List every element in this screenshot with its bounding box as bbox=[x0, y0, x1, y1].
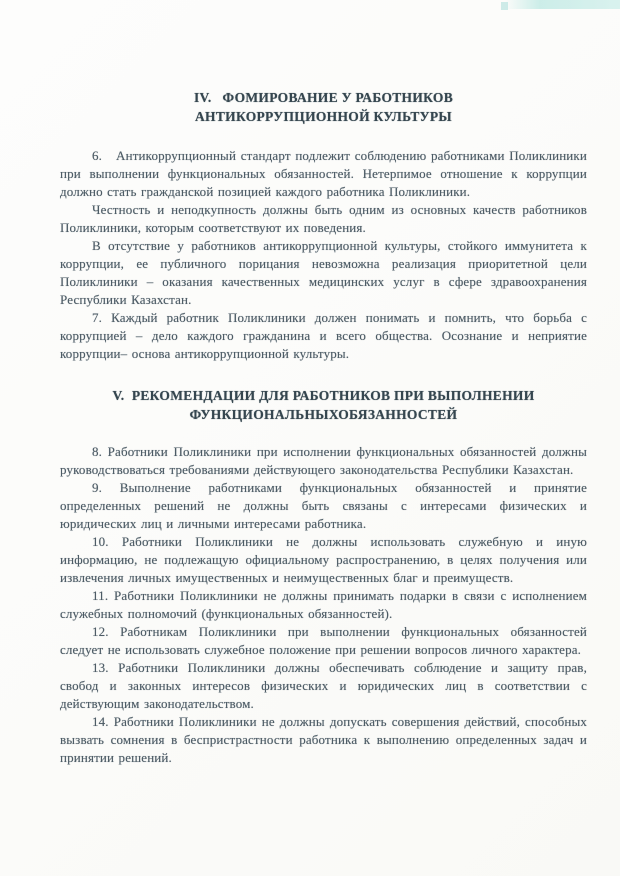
section-v-heading bbox=[60, 386, 587, 424]
paragraph-14: 14. Работники Поликлиники не должны допускать совершения действий, способных вызвать сомнения в беспристрастности работника к выполнению определенных задач и принятии решений. bbox=[60, 714, 587, 765]
section-iv-heading bbox=[60, 88, 587, 126]
scanner-artifact-streak bbox=[505, 0, 620, 9]
section-v-heading-line2: ФУНКЦИОНАЛЬНЫХОБЯЗАННОСТЕЙ bbox=[189, 407, 458, 422]
paragraph-honesty: Честность и неподкупность должны быть одним из основных качеств работников Поликлиники, которым соответствуют их поведения. bbox=[60, 202, 587, 235]
paragraph-10: 10. Работники Поликлиники не должны использовать служебную и иную информацию, не подлежащую официальному распространению, в целях получения или извлечения личных имущественных и неимущественных благ и преимуществ. bbox=[60, 534, 587, 585]
section-iv-heading-line2: АНТИКОРРУПЦИОННОЙ КУЛЬТУРЫ bbox=[195, 109, 452, 124]
text-column bbox=[60, 88, 587, 767]
section-iv-heading-line1: IV. ФОМИРОВАНИЕ У РАБОТНИКОВ bbox=[193, 90, 454, 105]
section-v-heading-line1: V. РЕКОМЕНДАЦИИ ДЛЯ РАБОТНИКОВ ПРИ ВЫПОЛНЕНИИ bbox=[112, 388, 535, 403]
paragraph-9: 9. Выполнение работниками функциональных обязанностей и принятие определенных решений не должны быть связаны с интересами физических и юридических лиц и личными интересами работника. bbox=[60, 480, 587, 531]
scanner-artifact-dot bbox=[501, 2, 508, 10]
paragraph-12: 12. Работникам Поликлиники при выполнении функциональных обязанностей следует не использовать служебное положение при решении вопросов личного характера. bbox=[60, 624, 587, 657]
paragraph-7: 7. Каждый работник Поликлиники должен понимать и помнить, что борьба с коррупцией – дело каждого гражданина и всего общества. Осознание и неприятие коррупции– основа антикоррупционной культуры. bbox=[60, 310, 587, 361]
paragraph-6: 6. Антикоррупционный стандарт подлежит соблюдению работниками Поликлиники при выполнении функциональных обязанностей. Нетерпимое отношение к коррупции должно стать гражданской позицией каждого работника Поликлиники. bbox=[60, 148, 587, 199]
paragraph-absence-culture: В отсутствие у работников антикоррупционной культуры, стойкого иммунитета к коррупции, ее публичного порицания невозможна реализация приоритетной цели Поликлиники – оказания качественных медицинских услуг в сфере здравоохранения Республики Казахстан. bbox=[60, 238, 587, 307]
paragraph-8: 8. Работники Поликлиники при исполнении функциональных обязанностей должны руководствоваться требованиями действующего законодательства Республики Казахстан. bbox=[60, 444, 587, 477]
paragraph-11: 11. Работники Поликлиники не должны принимать подарки в связи с исполнением служебных полномочий (функциональных обязанностей). bbox=[60, 588, 587, 621]
paragraph-13: 13. Работники Поликлиники должны обеспечивать соблюдение и защиту прав, свобод и законных интересов физических и юридических лиц в соответствии с действующим законодательством. bbox=[60, 660, 587, 711]
